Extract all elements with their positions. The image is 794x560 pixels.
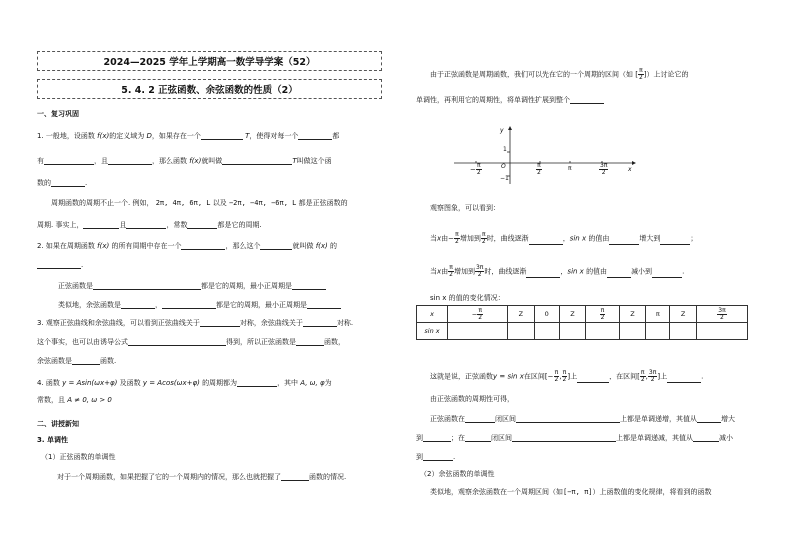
graph-x-label: x	[628, 166, 632, 173]
blank[interactable]	[126, 220, 166, 229]
blank[interactable]	[465, 414, 495, 423]
table-cell: Z	[507, 306, 534, 323]
blank[interactable]	[222, 156, 256, 165]
graph-one-label: 1	[503, 146, 507, 153]
q4-line2: 常数，且 A ≠ 0, ω > 0	[37, 396, 112, 404]
blank[interactable]	[108, 156, 152, 165]
blank[interactable]	[423, 452, 453, 461]
blank[interactable]	[187, 220, 217, 229]
table-cell: − $\frac{\pi}{2}$	[448, 306, 508, 323]
blank[interactable]	[37, 260, 81, 269]
table-caption: sin x 的值的变化情况：	[430, 294, 505, 302]
blank[interactable]	[93, 281, 201, 290]
lesson-subtitle: 5. 4. 2 正弦函数、余弦函数的性质（2）	[37, 79, 382, 99]
blank[interactable]	[296, 337, 324, 346]
graph-pi-label: π	[568, 165, 572, 172]
blank[interactable]	[307, 300, 341, 309]
document-title: 2024—2025 学年上学期高一数学导学案（52）	[37, 51, 382, 71]
sine-graph-axes	[454, 124, 644, 188]
table-cell[interactable]	[534, 323, 559, 340]
section-new: 二、讲授新知	[37, 420, 79, 428]
conclusion-line-3: 正弦函数在 闭区间 上都是单调递增，其值从 增大	[430, 415, 735, 423]
q4-line1: 4. 函数 y = Asin(ωx+φ) 及函数 y = Acos(ωx+φ) 的周期都为 ，其中 A, ω, φ为	[37, 379, 332, 387]
graph-origin-label: O	[501, 163, 506, 170]
right-para-2: 单调性，再利用它的周期性，将单调性扩展到整个	[416, 95, 604, 104]
table-cell: $\frac{3\pi}{2}$	[696, 306, 747, 323]
sine-period-line: 正弦函数是 都是它的周期，最小正周期是	[58, 281, 326, 290]
q3-line1: 3. 观察正弦曲线和余弦曲线，可以看到正弦曲线关于 对称，余弦曲线关于 对称.	[37, 319, 354, 327]
blank[interactable]	[83, 220, 119, 229]
q3-line2: 这个事实，也可以由诱导公式 得到，所以正弦函数是 函数，	[37, 338, 345, 346]
graph-y-label: y	[500, 127, 504, 134]
table-cell: $\frac{\pi}{2}$	[586, 306, 619, 323]
blank[interactable]	[303, 318, 337, 327]
blank[interactable]	[526, 269, 560, 278]
q1-line1: 1. 一般地，设函数 f(x)的定义域为 D，如果存在一个 T，使得对每一个 都	[37, 132, 340, 140]
section-monotonicity: 3. 单调性	[37, 436, 68, 444]
blank[interactable]	[181, 241, 225, 250]
cosine-intro: 类似地，观察余弦函数在一个周期区间（如[−π, π]）上函数值的变化规律，将看到的函数	[430, 488, 712, 496]
blank[interactable]	[51, 178, 85, 187]
blank[interactable]	[465, 433, 491, 442]
blank[interactable]	[577, 374, 609, 383]
blank[interactable]	[529, 236, 563, 245]
blank[interactable]	[609, 236, 639, 245]
blank[interactable]	[570, 95, 604, 104]
table-cell[interactable]	[646, 323, 670, 340]
blank[interactable]	[660, 236, 690, 245]
blank[interactable]	[298, 131, 332, 140]
table-cell: π	[646, 306, 670, 323]
table-row	[417, 323, 748, 340]
conclusion-line-5: 到 .	[416, 453, 456, 461]
section-review: 一、复习巩固	[37, 110, 79, 118]
observe-label: 观察图象，可以看到：	[430, 204, 500, 212]
period-para-1: 周期函数的周期不止一个. 例如， 2π, 4π, 6π, L 以及 −2π, −4π, −6π, L 都是正弦函数的	[51, 199, 348, 207]
blank[interactable]	[128, 337, 226, 346]
q1-line2: 有 ，且 ，那么函数 f(x)就叫做 T叫做这个函	[37, 157, 332, 165]
blank[interactable]	[423, 433, 451, 442]
blank[interactable]	[693, 433, 719, 442]
blank[interactable]	[200, 318, 240, 327]
blank[interactable]	[72, 356, 100, 365]
table-cell[interactable]	[619, 323, 646, 340]
table-cell: Z	[559, 306, 586, 323]
q1-line3: 数的 .	[37, 179, 88, 187]
table-cell: x	[417, 306, 448, 323]
graph-half-pi: $\frac{\pi}{2}$	[537, 162, 541, 176]
conclusion-line-1: 这就是说，正弦函数y = sin x在区间[− $\frac{\pi}{2}$ , $\frac{\pi}{2}$ ]上 ，在区间[ $\frac{\pi}{2}$ , $\frac{3\pi}{2}$ ]上 .	[430, 369, 704, 383]
blank[interactable]	[256, 156, 292, 165]
section-cosine-mono: （2）余弦函数的单调性	[420, 470, 495, 478]
observe-line-2: 当x由 $\frac{\pi}{2}$ 增加到 $\frac{3\pi}{2}$ 时，曲线逐渐 ，sin x 的值由 减小到 .	[430, 264, 685, 278]
blank[interactable]	[281, 472, 309, 481]
q2-line1: 2. 如果在周期函数 f(x) 的所有周期中存在一个 ，那么这个 就叫做 f(x) 的	[37, 242, 337, 250]
table-cell: 0	[534, 306, 559, 323]
table-cell: Z	[619, 306, 646, 323]
intro-para: 对于一个周期函数，如果把握了它的一个周期内的情况，那么也就把握了 函数的情况.	[57, 473, 347, 481]
blank[interactable]	[512, 433, 616, 442]
blank[interactable]	[516, 414, 620, 423]
y-axis-arrow	[508, 126, 512, 130]
graph-minus-one-label: −1	[500, 175, 509, 182]
blank[interactable]	[201, 131, 243, 140]
period-para-2: 周期. 事实上， 且 ，常数 都是它的周期.	[37, 221, 262, 229]
blank[interactable]	[667, 374, 701, 383]
graph-three-half-pi: $\frac{3\pi}{2}$	[600, 162, 608, 176]
table-cell: Z	[670, 306, 697, 323]
blank[interactable]	[607, 269, 631, 278]
graph-neg-half-pi: − $\frac{\pi}{2}$	[470, 162, 481, 176]
blank[interactable]	[44, 156, 94, 165]
blank[interactable]	[652, 269, 682, 278]
conclusion-line-2: 由正弦函数的周期性可得，	[430, 395, 514, 403]
blank[interactable]	[162, 300, 216, 309]
blank[interactable]	[292, 281, 326, 290]
blank[interactable]	[697, 414, 721, 423]
cosine-period-line: 类似地，余弦函数是 ， 都是它的周期，最小正周期是	[58, 300, 341, 309]
section-sine-mono: （1）正弦函数的单调性	[41, 453, 116, 461]
sine-value-table	[416, 305, 748, 340]
x-axis-arrow	[632, 161, 636, 165]
q2-line2: .	[37, 260, 83, 269]
table-cell[interactable]	[696, 323, 747, 340]
table-row	[417, 306, 748, 323]
blank[interactable]	[121, 300, 155, 309]
table-cell[interactable]	[448, 323, 508, 340]
q3-line3: 余弦函数是 函数.	[37, 357, 117, 365]
blank[interactable]	[237, 378, 277, 387]
table-cell[interactable]	[507, 323, 534, 340]
table-cell: sin x	[417, 323, 448, 340]
conclusion-line-4: 到 ；在 闭区间 上都是单调递减，其值从 减小	[416, 434, 733, 442]
table-cell[interactable]	[586, 323, 619, 340]
table-cell[interactable]	[559, 323, 586, 340]
blank[interactable]	[260, 241, 292, 250]
observe-line-1: 当x由− $\frac{\pi}{2}$ 增加到 $\frac{\pi}{2}$ 时，曲线逐渐 ，sin x 的值由 增大到 ；	[430, 231, 698, 245]
table-cell[interactable]	[670, 323, 697, 340]
right-para-1: 由于正弦函数是周期函数，我们可以先在它的一个周期的区间（如 [ $\frac{\pi}{2}$ ]）上讨论它的	[430, 67, 689, 81]
